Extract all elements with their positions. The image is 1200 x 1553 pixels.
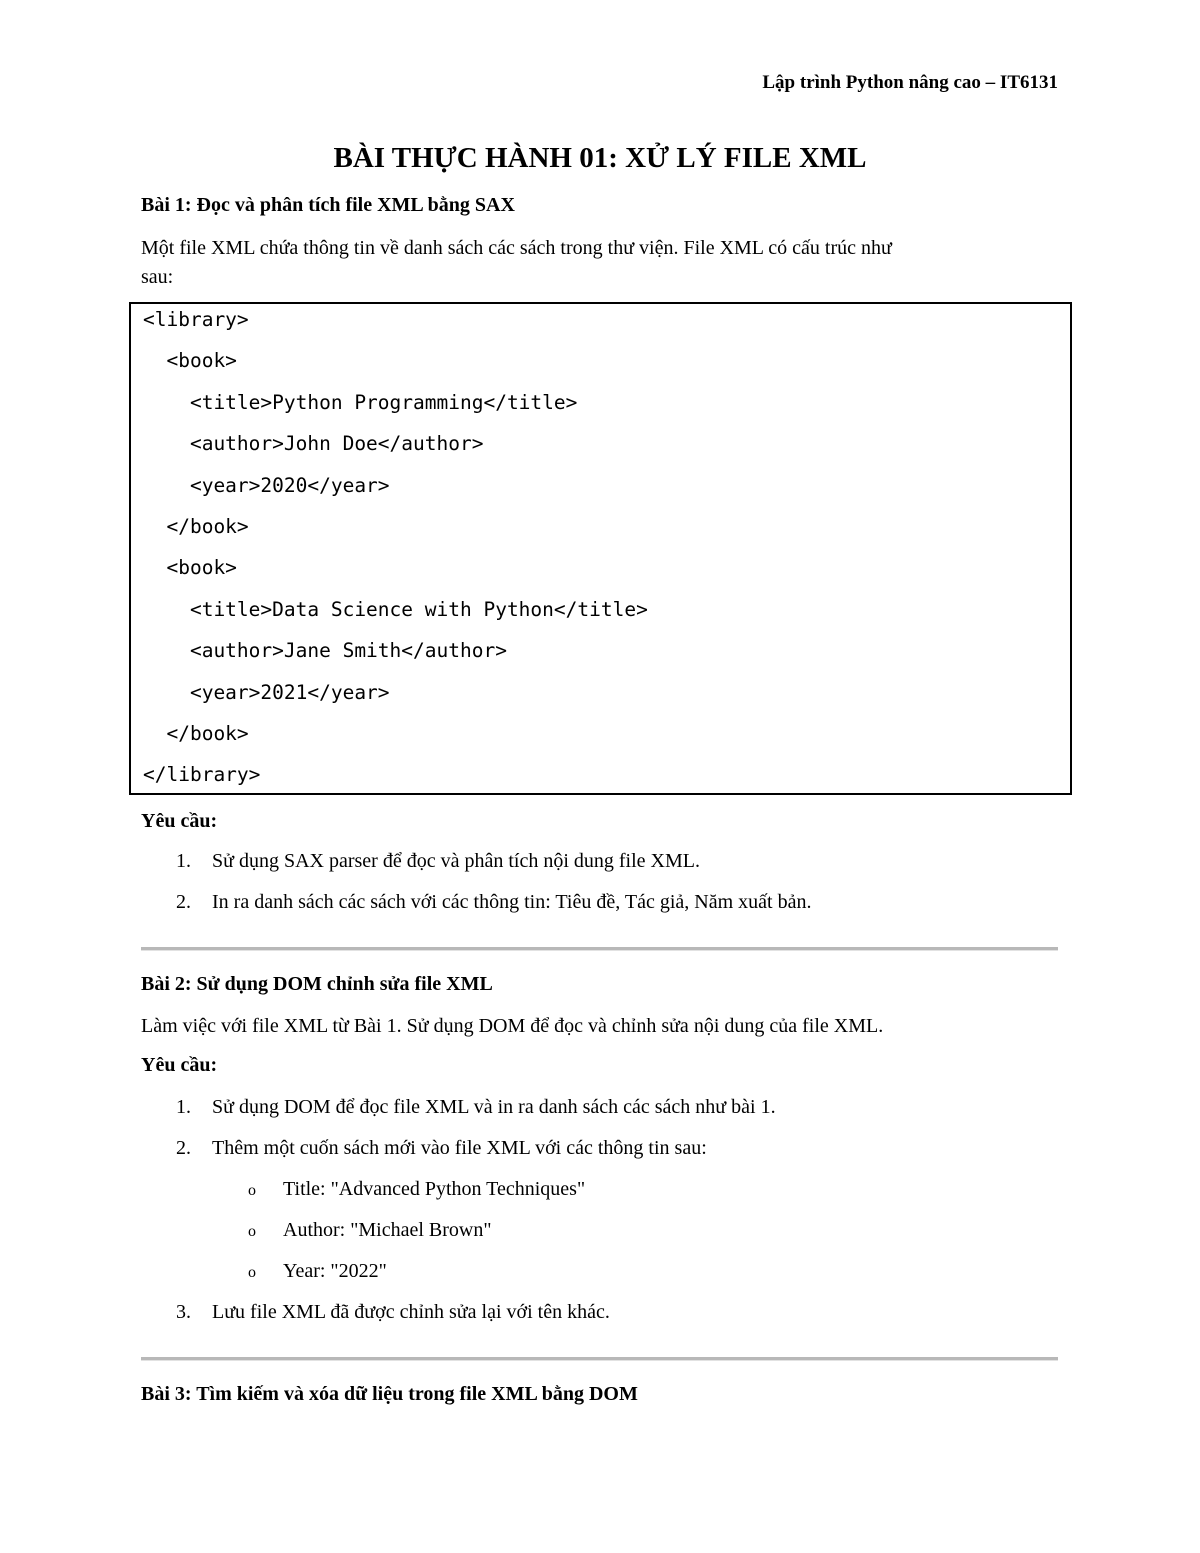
code-line: </book> (143, 722, 249, 745)
ex1-intro-line1: Một file XML chứa thông tin về danh sách các sách trong thư viện. File XML có cấu trúc như (141, 237, 892, 259)
bullet-icon: o (248, 1223, 256, 1240)
ex2-intro: Làm việc với file XML từ Bài 1. Sử dụng DOM để đọc và chỉnh sửa nội dung của file XML. (141, 1015, 884, 1037)
xml-code-block (129, 302, 1072, 795)
requirement-item: In ra danh sách các sách với các thông tin: Tiêu đề, Tác giả, Năm xuất bản. (212, 891, 812, 913)
list-number: 1. (176, 1096, 191, 1118)
code-line: <library> (143, 308, 249, 331)
sub-item: Author: "Michael Brown" (283, 1219, 492, 1241)
code-line: <title>Python Programming</title> (143, 391, 578, 414)
bullet-icon: o (248, 1182, 256, 1199)
code-line: </book> (143, 515, 249, 538)
ex1-heading: Bài 1: Đọc và phân tích file XML bằng SAX (141, 194, 515, 216)
ex2-heading: Bài 2: Sử dụng DOM chỉnh sửa file XML (141, 973, 493, 995)
code-line: <author>John Doe</author> (143, 432, 484, 455)
code-line: </library> (143, 763, 261, 786)
list-number: 1. (176, 850, 191, 872)
requirement-item: Sử dụng DOM để đọc file XML và in ra danh sách các sách như bài 1. (212, 1096, 776, 1118)
ex3-heading: Bài 3: Tìm kiếm và xóa dữ liệu trong file XML bằng DOM (141, 1383, 638, 1405)
list-number: 2. (176, 1137, 191, 1159)
section-divider (141, 947, 1058, 951)
code-line: <book> (143, 556, 237, 579)
bullet-icon: o (248, 1264, 256, 1281)
sub-item: Year: "2022" (283, 1260, 387, 1282)
code-line: <book> (143, 349, 237, 372)
requirement-item: Thêm một cuốn sách mới vào file XML với các thông tin sau: (212, 1137, 707, 1159)
document-title: BÀI THỰC HÀNH 01: XỬ LÝ FILE XML (333, 142, 867, 174)
sub-item: Title: "Advanced Python Techniques" (283, 1178, 586, 1200)
requirement-item: Lưu file XML đã được chỉnh sửa lại với tên khác. (212, 1301, 610, 1323)
ex1-requirements-label: Yêu cầu: (141, 810, 218, 832)
page-header: Lập trình Python nâng cao – IT6131 (762, 72, 1058, 93)
section-divider (141, 1357, 1058, 1361)
requirement-item: Sử dụng SAX parser để đọc và phân tích nội dung file XML. (212, 850, 700, 872)
code-line: <title>Data Science with Python</title> (143, 598, 648, 621)
ex1-intro-line2: sau: (141, 266, 174, 288)
list-number: 3. (176, 1301, 191, 1323)
code-line: <year>2020</year> (143, 474, 390, 497)
list-number: 2. (176, 891, 191, 913)
code-line: <year>2021</year> (143, 681, 390, 704)
ex2-requirements-label: Yêu cầu: (141, 1054, 218, 1076)
code-line: <author>Jane Smith</author> (143, 639, 507, 662)
